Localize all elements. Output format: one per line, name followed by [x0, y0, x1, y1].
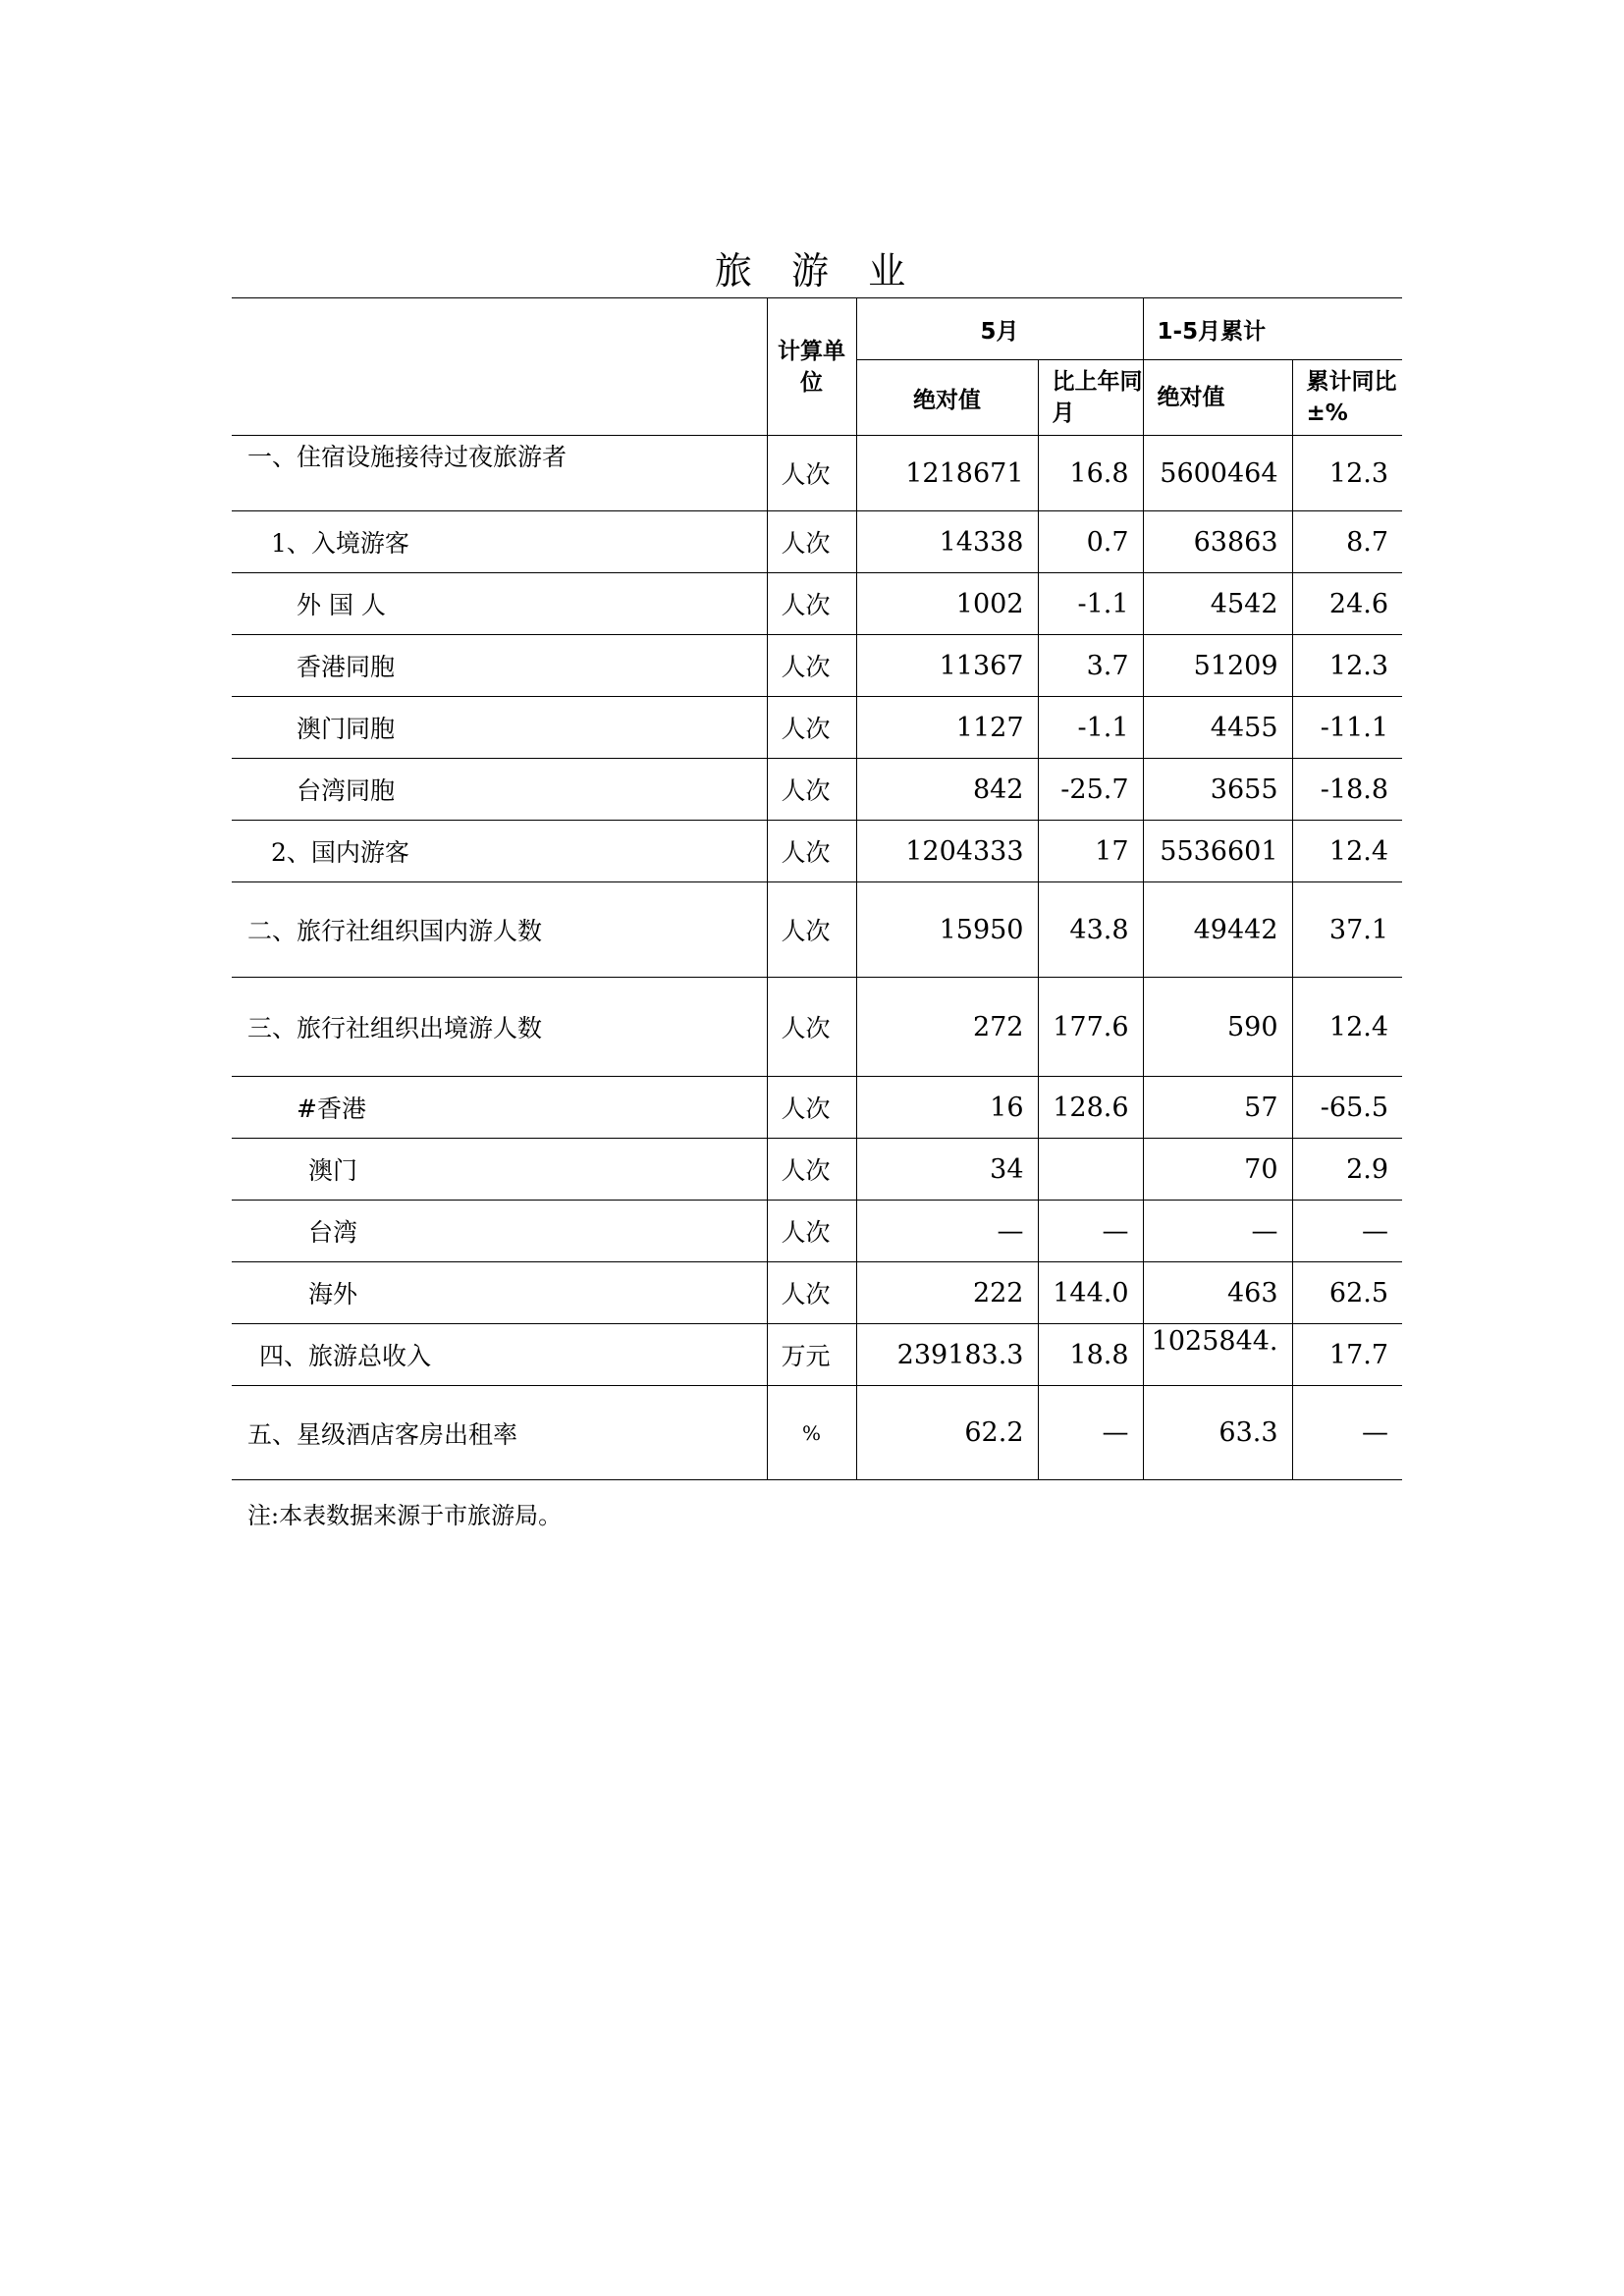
row-name: 台湾 [232, 1201, 767, 1262]
table-row [232, 1324, 1402, 1386]
table-row [232, 697, 1402, 759]
row-cum-abs: — [1143, 1201, 1292, 1262]
row-cum-abs: 5600464 [1143, 436, 1292, 511]
row-may-abs: 15950 [856, 882, 1038, 978]
row-cum-abs: 5536601 [1143, 821, 1292, 882]
row-cum-yoy: 12.3 [1292, 436, 1402, 511]
table-row [232, 882, 1402, 978]
row-may-abs: 34 [856, 1139, 1038, 1201]
table-row [232, 635, 1402, 697]
table-row [232, 436, 1402, 511]
row-may-abs: 1002 [856, 573, 1038, 635]
row-may-abs: 1204333 [856, 821, 1038, 882]
row-may-abs: 222 [856, 1262, 1038, 1324]
row-unit: 人次 [767, 573, 856, 635]
header-yoy-cumulative: 累计同比±% [1292, 360, 1402, 436]
row-may-yoy: 144.0 [1038, 1262, 1143, 1324]
row-name: 四、旅游总收入 [232, 1324, 767, 1386]
table-row [232, 511, 1402, 573]
row-may-abs: — [856, 1201, 1038, 1262]
row-cum-yoy: 12.3 [1292, 635, 1402, 697]
row-may-yoy [1038, 1139, 1143, 1201]
row-name: #香港 [232, 1077, 767, 1139]
table-row [232, 1386, 1402, 1480]
row-unit: 人次 [767, 436, 856, 511]
table-row [232, 1077, 1402, 1139]
header-blank [232, 298, 767, 436]
row-may-yoy: -25.7 [1038, 759, 1143, 821]
row-unit: % [767, 1386, 856, 1480]
row-cum-abs: 51209 [1143, 635, 1292, 697]
header-unit: 计算单位 [767, 298, 856, 436]
page-title: 旅 游 业 [714, 249, 920, 293]
row-unit: 人次 [767, 821, 856, 882]
row-cum-abs: 4542 [1143, 573, 1292, 635]
row-may-yoy: 177.6 [1038, 978, 1143, 1077]
row-may-yoy: -1.1 [1038, 573, 1143, 635]
row-may-yoy: — [1038, 1386, 1143, 1480]
row-may-yoy: 0.7 [1038, 511, 1143, 573]
row-cum-yoy: 8.7 [1292, 511, 1402, 573]
row-name: 外 国 人 [232, 573, 767, 635]
row-cum-abs: 57 [1143, 1077, 1292, 1139]
table-row [232, 573, 1402, 635]
row-may-abs: 842 [856, 759, 1038, 821]
row-may-abs: 14338 [856, 511, 1038, 573]
row-may-yoy: -1.1 [1038, 697, 1143, 759]
row-unit: 人次 [767, 759, 856, 821]
row-may-abs: 1127 [856, 697, 1038, 759]
row-unit: 人次 [767, 511, 856, 573]
row-cum-abs: 463 [1143, 1262, 1292, 1324]
row-cum-abs: 3655 [1143, 759, 1292, 821]
table-row [232, 821, 1402, 882]
row-cum-yoy: 2.9 [1292, 1139, 1402, 1201]
row-may-yoy: 128.6 [1038, 1077, 1143, 1139]
row-cum-yoy: 62.5 [1292, 1262, 1402, 1324]
table-row [232, 1201, 1402, 1262]
row-may-abs: 239183.3 [856, 1324, 1038, 1386]
row-unit: 人次 [767, 1139, 856, 1201]
row-cum-yoy: 17.7 [1292, 1324, 1402, 1386]
row-unit: 人次 [767, 697, 856, 759]
row-cum-yoy: -65.5 [1292, 1077, 1402, 1139]
table-row [232, 1262, 1402, 1324]
row-cum-yoy: -11.1 [1292, 697, 1402, 759]
row-may-abs: 16 [856, 1077, 1038, 1139]
header-abs-may: 绝对值 [856, 360, 1038, 436]
row-may-abs: 62.2 [856, 1386, 1038, 1480]
tourism-table [232, 297, 1402, 1480]
row-may-yoy: 43.8 [1038, 882, 1143, 978]
row-cum-abs-text: 1025844. [1151, 1326, 1278, 1357]
row-name: 台湾同胞 [232, 759, 767, 821]
table-row [232, 978, 1402, 1077]
table-note: 注:本表数据来源于市旅游局。 [247, 1502, 563, 1529]
row-name: 二、旅行社组织国内游人数 [232, 882, 767, 978]
row-cum-yoy: 37.1 [1292, 882, 1402, 978]
header-may: 5月 [856, 298, 1143, 360]
row-name: 澳门同胞 [232, 697, 767, 759]
row-may-yoy: 18.8 [1038, 1324, 1143, 1386]
row-cum-yoy: 12.4 [1292, 978, 1402, 1077]
row-cum-abs: 4455 [1143, 697, 1292, 759]
row-unit: 万元 [767, 1324, 856, 1386]
table-row [232, 759, 1402, 821]
row-name: 三、旅行社组织出境游人数 [232, 978, 767, 1077]
row-cum-abs: 63.3 [1143, 1386, 1292, 1480]
row-name: 香港同胞 [232, 635, 767, 697]
row-cum-yoy: 12.4 [1292, 821, 1402, 882]
header-cumulative: 1-5月累计 [1143, 298, 1402, 360]
row-may-abs: 11367 [856, 635, 1038, 697]
header-abs-cumulative: 绝对值 [1143, 360, 1292, 436]
row-cum-yoy: -18.8 [1292, 759, 1402, 821]
row-unit: 人次 [767, 882, 856, 978]
row-cum-abs: 49442 [1143, 882, 1292, 978]
row-unit: 人次 [767, 1201, 856, 1262]
row-unit: 人次 [767, 1077, 856, 1139]
row-may-abs: 1218671 [856, 436, 1038, 511]
row-name: 一、住宿设施接待过夜旅游者 [232, 436, 767, 511]
row-name: 海外 [232, 1262, 767, 1324]
row-cum-abs [1143, 1324, 1292, 1386]
row-name: 1、入境游客 [232, 511, 767, 573]
row-cum-abs: 63863 [1143, 511, 1292, 573]
row-cum-yoy: 24.6 [1292, 573, 1402, 635]
row-cum-abs: 590 [1143, 978, 1292, 1077]
header-yoy-month: 比上年同月 [1038, 360, 1143, 436]
header-row-1 [232, 298, 1402, 360]
row-unit: 人次 [767, 635, 856, 697]
row-may-yoy: 17 [1038, 821, 1143, 882]
row-name: 五、星级酒店客房出租率 [232, 1386, 767, 1480]
row-may-yoy: 16.8 [1038, 436, 1143, 511]
row-may-abs: 272 [856, 978, 1038, 1077]
row-unit: 人次 [767, 1262, 856, 1324]
row-name: 澳门 [232, 1139, 767, 1201]
row-cum-abs: 70 [1143, 1139, 1292, 1201]
table-row [232, 1139, 1402, 1201]
row-unit: 人次 [767, 978, 856, 1077]
row-cum-yoy: — [1292, 1201, 1402, 1262]
row-may-yoy: — [1038, 1201, 1143, 1262]
row-may-yoy: 3.7 [1038, 635, 1143, 697]
row-name: 2、国内游客 [232, 821, 767, 882]
row-cum-yoy: — [1292, 1386, 1402, 1480]
